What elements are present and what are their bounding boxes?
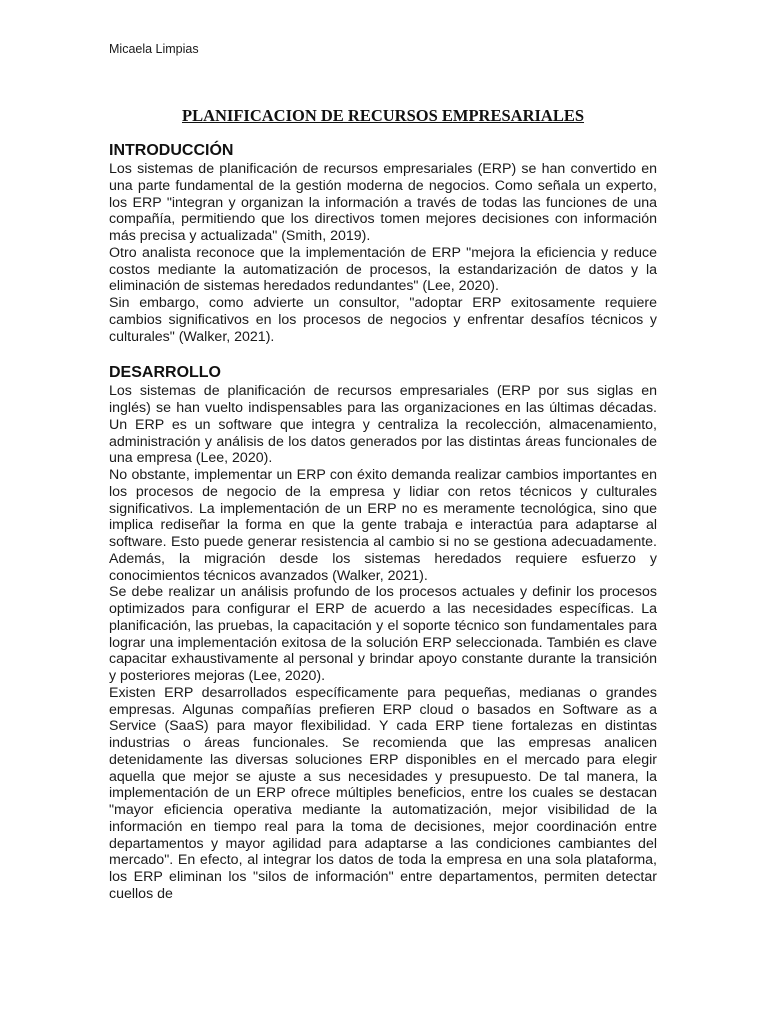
paragraph: Existen ERP desarrollados específicamente para pequeñas, medianas o grandes empresas. Algunas compañías prefieren ERP cloud o basados en Software as a Service (SaaS) para mayor flexibilidad. Y cada ERP tiene fortalezas en distintas industrias o áreas funcionales. Se recomienda que las empresas analicen detenidamente las diversas soluciones ERP disponibles en el mercado para elegir aquella que mejor se ajuste a sus necesidades y presupuesto. De tal manera, la implementación de un ERP ofrece múltiples beneficios, entre los cuales se destacan "mayor eficiencia operativa mediante la automatización, mejor visibilidad de la información en tiempo real para la toma de decisiones, mejor coordinación entre departamentos y mayor agilidad para adaptarse a las condiciones cambiantes del mercado". En efecto, al integrar los datos de toda la empresa en una sola plataforma, los ERP eliminan los "silos de información" entre departamentos, permiten detectar cuellos de xyxy=(109,684,657,902)
paragraph: Otro analista reconoce que la implementación de ERP "mejora la eficiencia y reduce costos mediante la automatización de procesos, la estandarización de datos y la eliminación de sistemas heredados redundantes" (Lee, 2020). xyxy=(109,244,657,295)
paragraph: Los sistemas de planificación de recursos empresariales (ERP por sus siglas en inglés) se han vuelto indispensables para las organizaciones en las últimas décadas. Un ERP es un software que integra y centraliza la recolección, almacenamiento, administración y análisis de los datos generados por las distintas áreas funcionales de una empresa (Lee, 2020). xyxy=(109,383,657,467)
document-body xyxy=(109,140,657,903)
section-heading-desarrollo: DESARROLLO xyxy=(109,364,221,382)
paragraph: Los sistemas de planificación de recursos empresariales (ERP) se han convertido en una parte fundamental de la gestión moderna de negocios. Como señala un experto, los ERP "integran y organizan la información a través de todas las funciones de una compañía, permitiendo que los directivos tomen mejores decisiones con información más precisa y actualizada" (Smith, 2019). xyxy=(109,161,657,244)
section-heading-introduccion: INTRODUCCIÓN xyxy=(109,142,234,159)
section-desarrollo xyxy=(109,362,657,902)
header-author-name: Micaela Limpias xyxy=(109,42,199,56)
section-introduccion xyxy=(109,140,657,345)
document-title: PLANIFICACION DE RECURSOS EMPRESARIALES xyxy=(181,106,585,125)
paragraph: Sin embargo, como advierte un consultor, "adoptar ERP exitosamente requiere cambios significativos en los procesos de negocios y enfrentar desafíos técnicos y culturales" (Walker, 2021). xyxy=(109,295,657,345)
section-spacer xyxy=(109,345,657,362)
paragraph: No obstante, implementar un ERP con éxito demanda realizar cambios importantes en los procesos de negocio de la empresa y lidiar con retos técnicos y culturales significativos. La implementación de un ERP no es meramente tecnológica, sino que implica rediseñar la forma en que la gente trabaja e interactúa para adaptarse al software. Esto puede generar resistencia al cambio si no se gestiona adecuadamente. Además, la migración desde los sistemas heredados requiere esfuerzo y conocimientos técnicos avanzados (Walker, 2021). xyxy=(109,467,657,584)
paragraph: Se debe realizar un análisis profundo de los procesos actuales y definir los procesos optimizados para configurar el ERP de acuerdo a las necesidades específicas. La planificación, las pruebas, la capacitación y el soporte técnico son fundamentales para lograr una implementación exitosa de la solución ERP seleccionada. También es clave capacitar exhaustivamente al personal y brindar apoyo constante durante la transición y posteriores mejoras (Lee, 2020). xyxy=(109,584,657,684)
